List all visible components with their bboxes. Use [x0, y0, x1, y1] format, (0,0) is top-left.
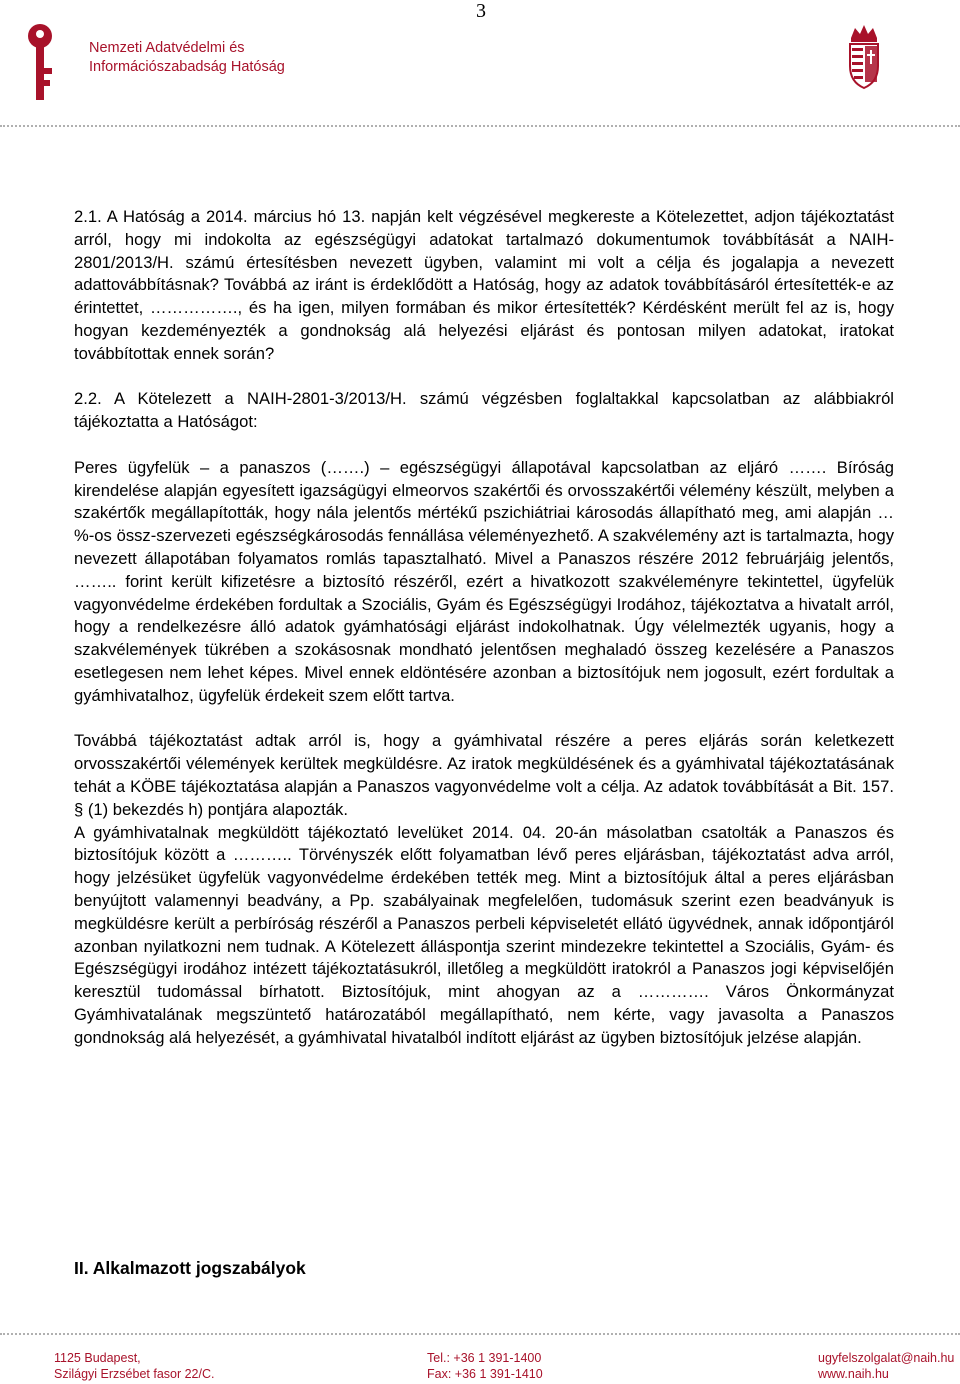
- paragraph-2-2: 2.2. A Kötelezett a NAIH-2801-3/2013/H. számú végzésben foglaltakkal kapcsolatban az alábbiakról tájékoztatta a Hatóságot:: [74, 389, 894, 432]
- key-icon: [26, 22, 56, 102]
- footer-phone-line: Tel.: +36 1 391-1400: [427, 1351, 542, 1365]
- footer-divider: [0, 1333, 960, 1335]
- paragraph-guardianship-letter: A gyámhivatalnak megküldött tájékoztató levelüket 2014. 04. 20-án másolatban csatolták a Panaszos és biztosítójuk között a ……….. Törvényszék előtt folyamatban lévő peres eljárásban, tájékoztatást adva arról, hogy jelzésüket ügyfelük vagyonvédelme érdekében tették meg. Mint a biztosítójuk által a peres eljárásban benyújtott valamennyi beadvány, a Pp. szabályainak megfelelően, tudomásuk szerint ezen beadványuk is megküldésre került a perbíróság részéről a Panaszos perbeli képviseletét ellátó ügyvédnek, annak időpontjáról azonban nyilatkozni nem tudnak. A Kötelezett álláspontja szerint mindezekre tekintettel a Szociális, Gyám- és Egészségügyi irodához intézett tájékoztatásukról, illetőleg a megküldött iratokról a Panaszos jogi képviselőjén keresztül tudomással bírhatott. Biztosítójuk, mint ahogyan az a …………. Város Önkormányzat Gyámhivatalának megszüntető határozatából megállapítható, nem kérte, vagy javasolta a Panaszos gondnokság alá helyezését, a gyámhivatal hivatalból indított eljárást az ügyben biztosítójuk jelzése alapján.: [74, 822, 894, 1047]
- organization-name-line-2: Információszabadság Hatóság: [89, 59, 285, 75]
- header-divider: [0, 125, 960, 127]
- footer-fax-line: Fax: +36 1 391-1410: [427, 1367, 543, 1381]
- organization-name: [89, 39, 285, 77]
- footer-address: [54, 1350, 215, 1382]
- footer-email-link[interactable]: ugyfelszolgalat@naih.hu: [818, 1351, 955, 1365]
- footer-address-line-1: 1125 Budapest,: [54, 1351, 141, 1365]
- footer-contact: [818, 1350, 954, 1382]
- document-body: [74, 206, 894, 1049]
- page-number: 3: [476, 0, 486, 22]
- footer-phone: [427, 1350, 543, 1382]
- footer-web-link[interactable]: www.naih.hu: [818, 1367, 889, 1381]
- paragraph-2-1: 2.1. A Hatóság a 2014. március hó 13. napján kelt végzésével megkereste a Kötelezettet, adjon tájékoztatást arról, hogy mi indokolta az egészségügyi adatokat tartalmazó dokumentumok továbbítását a NAIH-2801/2013/H. számú értesítésben nevezett ügyben, valamint mi volt a célja és jogalapja a nevezett adattovábbításnak? Továbbá az iránt is érdeklődött a Hatóság, hogy az adatok továbbításáról értesítették-e az érintettet, ……………., és ha igen, milyen formában és mikor értesítették? Kérdésként merült fel az is, hogy hogyan kezdeményezték a gondnokság alá helyezési eljárást és pontosan milyen adatokat, iratokat továbbítottak ennek során?: [74, 207, 894, 363]
- hungarian-coat-of-arms-icon: [846, 22, 882, 90]
- paragraph-expert-opinion: Peres ügyfelük – a panaszos (…….) – egészségügyi állapotával kapcsolatban az eljáró ……. Bíróság kirendelése alapján egyesített igazságügyi elmeorvos szakértői és orvosszakértői vélemény készült, melyben a szakértők megállapították, hogy nála jelentős mértékű pszichiátriai károsodás állapítható meg, ami alapján …%-os össz-szervezeti egészségkárosodás fennállása véleményezhető. A szakvélemény azt is tartalmazta, hogy nevezett állapotában folyamatos romlás tapasztalható. Mivel a Panaszos részére 2012 februárjáig jelentős, …….. forint került kifizetésre a biztosító részéről, ezért a hivatkozott szakvéleményre tekintettel, ügyfelük vagyonvédelme érdekében fordultak a Szociális, Gyám és Egészségügyi Irodához, tájékoztatva a hivatalt arról, hogy a rendelkezésre álló adatok gyámhatósági eljárást indokolhatnak. Úgy vélelmezték ugyanis, hogy a szakvélemények tükrében a szokásosnak mondható jelentősen meghaladó összeg kezelésére a Panaszos esetlegesen nem lehet képes. Mivel ennek eldöntésére azonban a biztosítójuk nem jogosult, ezért fordultak a gyámhivatalhoz, ügyfelük érdekeit szem előtt tartva.: [74, 457, 894, 705]
- paragraph-further-information: Továbbá tájékoztatást adtak arról is, hogy a gyámhivatal részére a peres eljárás során keletkezett orvosszakértői vélemények kerültek megküldésre. Az iratok megküldésének és a gyámhivatal tájékoztatásának tehát a KÖBE tájékoztatása alapján a Panaszos vagyonvédelme volt a célja. Az adatok továbbítását a Bit. 157. § (1) bekezdés h) pontjára alapozták.: [74, 731, 894, 819]
- organization-name-line-1: Nemzeti Adatvédelmi és: [89, 40, 245, 56]
- footer-address-line-2: Szilágyi Erzsébet fasor 22/C.: [54, 1367, 215, 1381]
- section-heading: II. Alkalmazott jogszabályok: [74, 1258, 306, 1278]
